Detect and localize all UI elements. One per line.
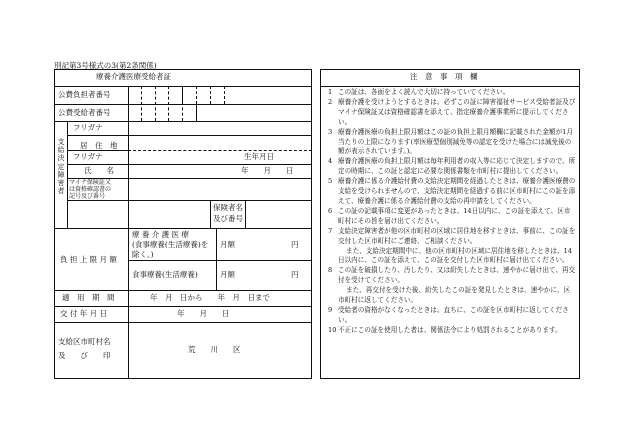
- care-cost-label-1: 療 養 介 護 医 療: [132, 230, 189, 239]
- recipient-number-label: 公費受給者番号: [58, 108, 111, 117]
- meal-cost-label: 食事療養(生活療養): [132, 270, 198, 279]
- note-item: 3 療養介護医療の負担上限月額はこの証の負担上限月額欄に記載された金額が1月当たりの上限になります(率医療型個別減免等の認定を受けた場合には減免後の額が表示されています。)。: [328, 127, 573, 156]
- birthdate-value: 年 月 日: [241, 166, 294, 175]
- name-label: 氏 名: [84, 166, 114, 175]
- note-item: 2 療養介護を受けようとするときは、必ずこの証に障害福祉サービス受給者証及びマイナ保険証又は資格確認書を添えて、指定療養介護事業所に提示してください。: [328, 97, 576, 126]
- notes-title: 注 意 事 項 欄: [410, 72, 478, 81]
- issue-date-label: 交 付 年 月 日: [60, 309, 108, 318]
- furigana-label: フリガナ: [73, 123, 103, 132]
- municipality-value: 荒 川 区: [188, 345, 241, 354]
- issue-date-value: 年 月 日: [177, 309, 230, 318]
- meal-yen-label: 円: [291, 270, 299, 279]
- period-value: 年 月 日から 年 月 日まで: [150, 293, 270, 302]
- side-label: 支給決定障害者: [57, 138, 65, 196]
- limit-label: 負 担 上 限 月 額: [60, 255, 117, 264]
- note-item: 7 支給決定障害者が他の区市町村の区域に居住地を移すときは、事前に、この証を交付した区市町村にご連絡、ご相談ください。: [328, 226, 576, 245]
- care-cost-label-2: (食事療養(生活療養)を: [132, 240, 209, 249]
- birthdate-label: 生年月日: [244, 152, 274, 161]
- address-label: 居 住 地: [80, 141, 118, 150]
- care-monthly-label: 月額: [220, 240, 235, 249]
- note-item: 9 受給者の資格がなくなったときは、直ちに、この証を区市町村に返してください。: [328, 305, 569, 324]
- mynumber-label-3: 記号及び番号: [69, 193, 106, 200]
- care-cost-label-3: 除く。): [132, 250, 154, 259]
- payer-number-label: 公費負担者番号: [58, 90, 111, 99]
- note-item: 6 この証の記載事項に変更があったときは、14日以内に、この証を添えて、区市町村にその旨を届け出てください。: [328, 206, 571, 225]
- note-continuation: また、再交付を受けた後、紛失したこの証を発見したときは、速やかに、区市町村に返してください。: [338, 286, 571, 305]
- municipality-label-2: 及 び 印: [58, 351, 111, 360]
- form-title: 療養介護医療受給者証: [96, 72, 171, 81]
- note-item: 8 この証を破損したり、汚したり、又は紛失したときは、速やかに届け出て、再交付を受けてください。: [328, 266, 576, 285]
- insurer-label-2: 及び番号: [213, 214, 243, 223]
- note-item: 4 療養介護医療の負担上限月額は毎年利用者の収入等に応じて決定しますので、所定の時期に、この証と認定に必要な関係書類を市町村に提出してください。: [328, 157, 576, 176]
- period-label: 適 用 期 間: [62, 293, 115, 302]
- mynumber-label-1: マイナ保険証又: [69, 179, 111, 186]
- note-continuation: また、支給決定期間中に、他の区市町村の区域に居住地を移したときは、14日以内に、この証を添えて、この証を交付した区市町村に届け出てください。: [338, 246, 572, 265]
- note-item: 10 不正にこの証を使用した者は、関係法令により処罰されることがあります。: [328, 325, 562, 334]
- insurer-label-1: 保険者名: [213, 203, 243, 212]
- furigana-label-2: フリガナ: [73, 152, 103, 161]
- notes-list: [328, 88, 576, 336]
- care-yen-label: 円: [291, 240, 299, 249]
- note-item: 5 療養介護に係る介護給付費の支給決定期間を経過したときは、療養介護医療費の支給を受けられませんので、支給決定期間を経過する前に区市町村にこの証を添えて、療養介護に係る介護給付費の支給の再申請をしてください。: [328, 177, 576, 205]
- note-item: 1 この証は、各面をよく読んで大切に持っていてください。: [328, 88, 510, 96]
- municipality-label-1: 支給区市町村名: [58, 337, 111, 346]
- mynumber-label-2: は資格確認書の: [69, 186, 112, 193]
- form-caption: 別記第3号様式の3(第2条関係): [54, 61, 157, 70]
- meal-monthly-label: 月額: [220, 270, 235, 279]
